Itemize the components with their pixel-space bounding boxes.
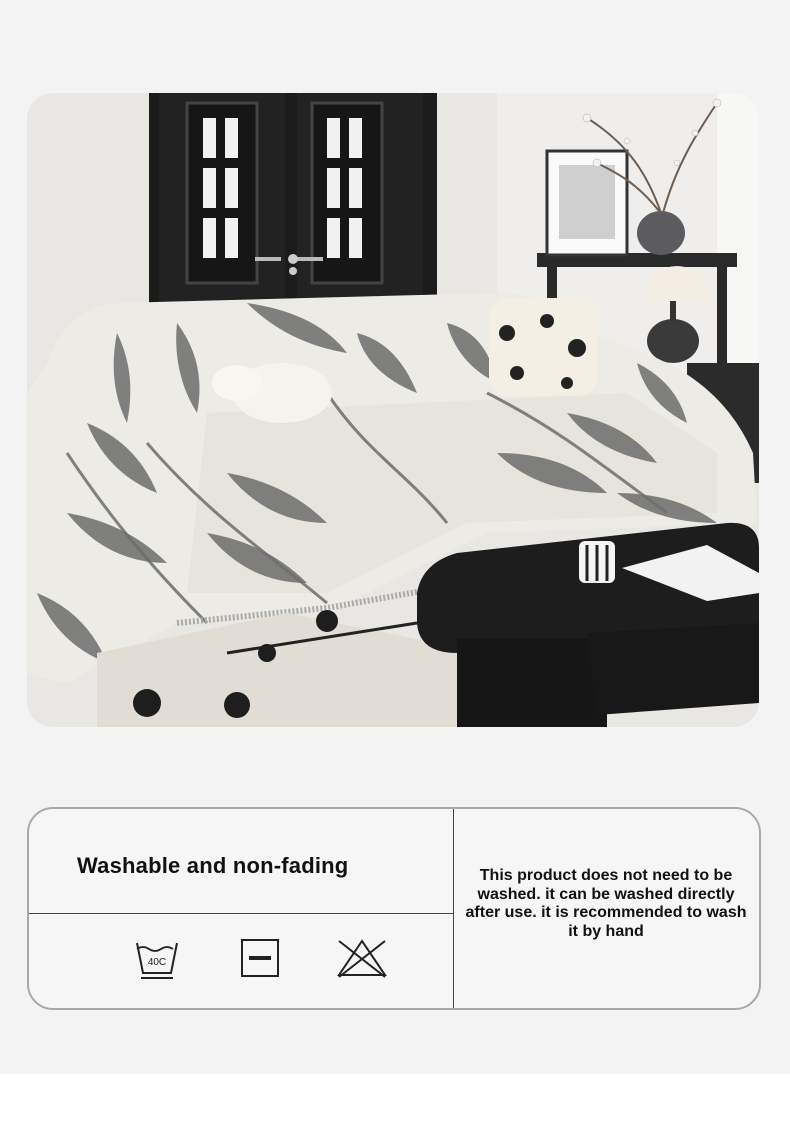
wash-40c-icon [133, 937, 181, 981]
care-description: This product does not need to be washed. it can be washed directly after use. it is recommended to wash it by hand [465, 867, 747, 940]
care-title: Washable and non-fading [77, 853, 349, 878]
living-room-illustration [27, 93, 759, 727]
vertical-divider [453, 809, 454, 1008]
horizontal-divider [29, 913, 453, 914]
wash-temperature-label: 40C [147, 957, 167, 968]
product-photo [27, 93, 759, 727]
do-not-bleach-icon [333, 937, 391, 981]
flat-dry-icon [239, 937, 281, 979]
care-icons-row [129, 937, 399, 983]
bottom-strip [0, 1074, 790, 1142]
care-info-card [27, 807, 761, 1010]
